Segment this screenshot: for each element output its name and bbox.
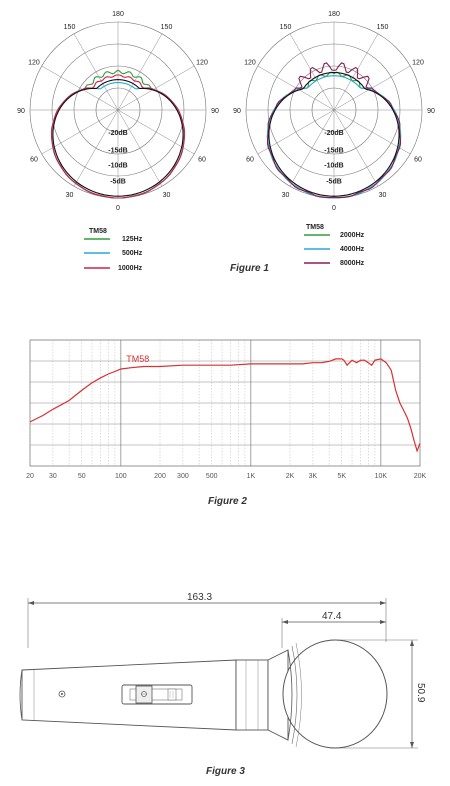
frequency-tick-label: 3K xyxy=(308,473,318,480)
frequency-series-label: TM58 xyxy=(126,354,150,365)
left-angle-label: 120 xyxy=(28,59,40,67)
left-polar-spoke xyxy=(42,66,118,110)
polar-chart-right xyxy=(233,11,435,212)
frequency-tick-label: 1K xyxy=(246,473,256,480)
right-ring-label: -10dB xyxy=(324,162,344,170)
right-angle-label: 120 xyxy=(244,59,256,67)
dimension-head-arrow-left xyxy=(282,620,288,624)
left-polar-spoke xyxy=(118,66,194,110)
right-angle-label: 90 xyxy=(427,108,435,115)
legend-label-4000hz: 4000Hz xyxy=(340,246,365,253)
figure-3-caption: Figure 3 xyxy=(206,766,245,777)
frequency-tick-label: 50 xyxy=(77,473,86,480)
left-angle-label: 150 xyxy=(160,23,173,31)
dimension-overall-length: 163.3 xyxy=(187,592,213,603)
right-angle-label: 30 xyxy=(378,192,387,200)
left-ring-label: -20dB xyxy=(108,130,128,137)
handle-screw-inner xyxy=(61,693,63,695)
microphone-drawing xyxy=(20,592,426,748)
legend-right-title: TM58 xyxy=(306,224,324,231)
legend-label-500hz: 500Hz xyxy=(122,250,143,257)
left-angle-label: 30 xyxy=(65,192,74,200)
left-polar-spoke xyxy=(74,34,118,110)
right-ring-label: -20dB xyxy=(324,130,344,137)
right-ring-label: -15dB xyxy=(324,147,344,155)
figure-1-caption: Figure 1 xyxy=(230,263,269,274)
right-angle-label: 120 xyxy=(412,59,424,67)
dimension-diameter-arrow-bottom xyxy=(410,742,414,748)
left-ring-label: -5dB xyxy=(110,178,126,186)
right-angle-label: 150 xyxy=(279,23,292,31)
frequency-tick-label: 10K xyxy=(374,473,388,480)
legend-label-1000hz: 1000Hz xyxy=(118,265,143,272)
left-angle-label: 60 xyxy=(198,156,206,164)
left-ring-label: -10dB xyxy=(108,162,128,170)
legend-left xyxy=(84,228,143,272)
right-angle-label: 60 xyxy=(414,156,422,164)
left-angle-label: 180 xyxy=(112,11,124,18)
frequency-tick-label: 100 xyxy=(115,473,127,480)
left-angle-label: 60 xyxy=(30,156,38,164)
dimension-head-arrow-right xyxy=(380,620,386,624)
frequency-tick-label: 20 xyxy=(26,473,34,480)
dimension-head-length: 47.4 xyxy=(322,611,342,622)
right-polar-spoke xyxy=(290,34,334,110)
right-angle-label: 30 xyxy=(281,192,290,200)
left-angle-label: 90 xyxy=(211,108,219,115)
handle-neck xyxy=(236,660,268,730)
dimension-overall-arrow-right xyxy=(380,601,386,605)
right-angle-label: 150 xyxy=(376,23,389,31)
dimension-head-diameter: 50.9 xyxy=(415,683,426,703)
frequency-tick-label: 300 xyxy=(177,473,189,480)
switch-lock-tab xyxy=(168,689,176,700)
right-polar-spoke xyxy=(334,34,378,110)
left-angle-label: 150 xyxy=(63,23,76,31)
frequency-response-chart xyxy=(26,340,426,480)
right-angle-label: 180 xyxy=(328,11,340,18)
frequency-tick-label: 2K xyxy=(285,473,295,480)
legend-label-8000hz: 8000Hz xyxy=(340,260,365,267)
frequency-tick-label: 30 xyxy=(48,473,57,480)
polar-chart-left xyxy=(17,11,219,212)
figure-2-caption: Figure 2 xyxy=(208,496,247,507)
frequency-tick-label: 5K xyxy=(337,473,347,480)
right-angle-label: 60 xyxy=(246,156,254,164)
left-angle-label: 90 xyxy=(17,108,25,115)
right-ring-label: -5dB xyxy=(326,178,342,186)
right-angle-label: 90 xyxy=(233,108,241,115)
left-angle-label: 0 xyxy=(116,205,120,212)
left-polar-spoke xyxy=(118,34,162,110)
dimension-diameter-arrow-top xyxy=(410,640,414,646)
left-angle-label: 30 xyxy=(162,192,171,200)
legend-label-125hz: 125Hz xyxy=(122,236,143,243)
legend-right xyxy=(304,224,365,267)
legend-label-2000hz: 2000Hz xyxy=(340,232,365,239)
left-ring-label: -15dB xyxy=(108,147,128,155)
frequency-tick-label: 500 xyxy=(205,473,218,480)
left-angle-label: 120 xyxy=(196,59,208,67)
frequency-tick-label: 200 xyxy=(154,473,166,480)
frequency-response-line xyxy=(30,359,420,451)
dimension-overall-arrow-left xyxy=(28,601,34,605)
right-angle-label: 0 xyxy=(332,205,336,212)
legend-left-title: TM58 xyxy=(89,228,107,235)
frequency-tick-label: 20K xyxy=(413,473,427,480)
